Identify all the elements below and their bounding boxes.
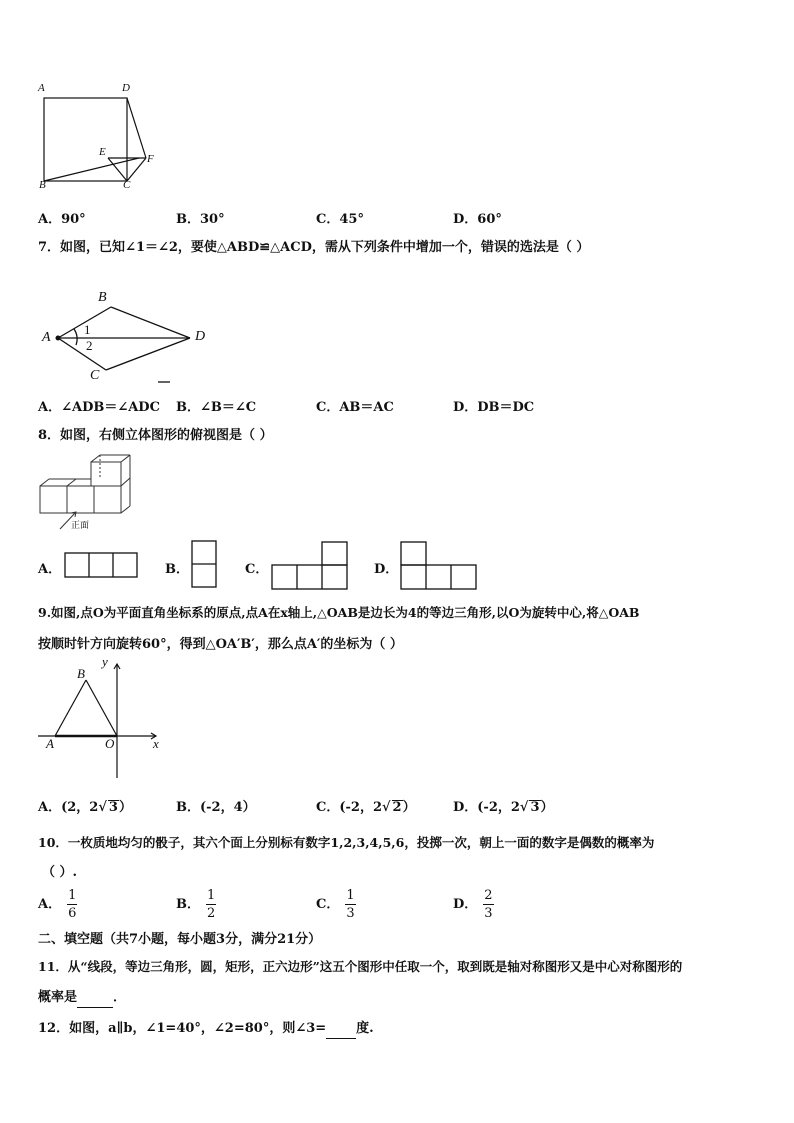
q7-option-c[interactable]: C．AB＝AC xyxy=(316,400,394,415)
q9-option-a[interactable] xyxy=(38,796,132,815)
q8-option-a[interactable]: A． xyxy=(38,562,62,577)
q9-option-d-radicand: 3 xyxy=(530,800,540,815)
q6-option-a[interactable]: A．90° xyxy=(38,212,86,227)
q11-answer-blank[interactable] xyxy=(77,988,113,1008)
q6-label-e: E xyxy=(99,146,106,158)
numerator: 1 xyxy=(346,888,355,903)
q8-option-c[interactable]: C． xyxy=(245,562,269,577)
q8-option-a-figure xyxy=(64,552,138,578)
numerator: 1 xyxy=(207,888,216,903)
q10-option-b[interactable] xyxy=(176,888,216,921)
q7-option-a[interactable]: A．∠ADB＝∠ADC xyxy=(38,400,160,415)
q8-option-b-figure xyxy=(191,540,217,588)
q7-label-d: D xyxy=(195,329,206,344)
section-heading-fill-in: 二、填空题（共7小题，每小题3分，满分21分） xyxy=(38,932,322,947)
q11-stem-line2 xyxy=(38,988,126,1008)
q8-stem: 8．如图，右侧立体图形的俯视图是（ ） xyxy=(38,428,273,443)
q9-option-c-close: ） xyxy=(402,800,416,815)
q9-figure xyxy=(38,654,168,780)
q7-label-b: B xyxy=(98,290,107,305)
q7-stem: 7．如图，已知∠1＝∠2，要使△ABD≌△ACD，需从下列条件中增加一个，错误的选法是（ ） xyxy=(38,240,590,255)
q9-option-c-text: C．(-2，2 xyxy=(316,800,382,815)
q10-option-b-fraction xyxy=(206,888,216,921)
q6-geometry-diagram xyxy=(36,82,166,194)
q8-option-d[interactable]: D． xyxy=(374,562,399,577)
q7-angle-1: 1 xyxy=(84,322,91,337)
q7-option-d[interactable]: D．DB＝DC xyxy=(453,400,535,415)
q10-option-d-fraction xyxy=(483,888,493,921)
q9-option-d[interactable] xyxy=(453,796,554,815)
q9-label-a: A xyxy=(46,736,54,751)
q6-label-a: A xyxy=(38,82,45,94)
q10-option-a[interactable] xyxy=(38,888,77,921)
q11-prefix: 概率是 xyxy=(38,990,78,1005)
q9-coordinate-diagram xyxy=(38,654,168,780)
q11-stem-line1: 11．从“线段，等边三角形，圆，矩形，正六边形”这五个图形中任取一个，取到既是轴对称图形又是中心对称图形的 xyxy=(38,959,683,974)
denominator: 3 xyxy=(484,906,493,921)
q8-figure xyxy=(38,452,138,536)
denominator: 3 xyxy=(346,906,355,921)
q7-label-c: C xyxy=(90,368,100,383)
q8-option-c-figure xyxy=(271,541,349,591)
q7-label-a: A xyxy=(42,330,51,345)
q6-label-d: D xyxy=(122,82,130,94)
q6-label-b: B xyxy=(39,179,46,191)
sqrt-icon: √ xyxy=(98,800,107,815)
q6-label-c: C xyxy=(123,179,131,191)
q6-option-d[interactable]: D．60° xyxy=(453,212,502,227)
q9-option-a-text: A．(2，2 xyxy=(38,800,99,815)
q10-option-d[interactable] xyxy=(453,888,494,921)
q9-label-b: B xyxy=(77,666,85,681)
q12-suffix: 度. xyxy=(356,1021,374,1036)
sqrt-icon: √ xyxy=(519,800,529,815)
q7-kite-diagram xyxy=(38,290,218,385)
q10-option-c-letter: C． xyxy=(316,897,340,912)
q9-stem-line2: 按顺时针方向旋转60°，得到△OA′B′，那么点A′的坐标为（ ） xyxy=(38,637,403,652)
q12-stem xyxy=(38,1019,374,1039)
q9-option-b[interactable]: B．(-2，4） xyxy=(176,800,256,815)
q9-option-d-close: ） xyxy=(540,800,554,815)
q9-option-c[interactable] xyxy=(316,796,416,815)
q7-angle-2: 2 xyxy=(86,338,93,353)
q8-option-b[interactable]: B． xyxy=(165,562,189,577)
q10-option-a-letter: A． xyxy=(38,897,62,912)
q9-stem-line1: 9.如图,点O为平面直角坐标系的原点,点A在x轴上,△OAB是边长为4的等边三角形,以O为旋转中心,将△OAB xyxy=(38,605,640,620)
numerator: 1 xyxy=(68,888,77,903)
q9-label-y: y xyxy=(102,654,108,669)
q10-option-c-fraction xyxy=(345,888,355,921)
q11-suffix: ． xyxy=(113,990,127,1005)
q10-option-d-letter: D． xyxy=(453,897,478,912)
q6-label-f: F xyxy=(147,153,154,165)
q10-stem-line2: （ ）. xyxy=(42,865,78,880)
q12-answer-blank[interactable] xyxy=(326,1019,356,1039)
q12-prefix: 12．如图，a∥b，∠1=40°，∠2=80°，则∠3= xyxy=(38,1021,327,1036)
numerator: 2 xyxy=(484,888,493,903)
q8-option-d-figure xyxy=(400,541,478,591)
q9-option-d-text: D．(-2，2 xyxy=(453,800,520,815)
q9-label-o: O xyxy=(105,736,115,751)
q8-front-label: 正面 xyxy=(71,521,90,531)
q7-figure xyxy=(38,290,218,385)
q7-option-b[interactable]: B．∠B＝∠C xyxy=(176,400,257,415)
q9-label-x: x xyxy=(153,736,159,751)
denominator: 6 xyxy=(68,906,77,921)
denominator: 2 xyxy=(207,906,216,921)
q6-figure xyxy=(36,82,166,194)
q10-option-c[interactable] xyxy=(316,888,356,921)
q6-option-c[interactable]: C．45° xyxy=(316,212,364,227)
q10-stem-line1: 10．一枚质地均匀的骰子，其六个面上分别标有数字1,2,3,4,5,6，投掷一次，朝上一面的数字是偶数的概率为 xyxy=(38,835,655,850)
q10-option-a-fraction xyxy=(67,888,77,921)
q9-option-a-close: ） xyxy=(118,800,132,815)
sqrt-icon: √ xyxy=(381,800,391,815)
q10-option-b-letter: B． xyxy=(176,897,200,912)
q9-option-c-radicand: 2 xyxy=(392,800,402,815)
q6-option-b[interactable]: B．30° xyxy=(176,212,225,227)
q9-option-a-radicand: 3 xyxy=(108,800,118,815)
